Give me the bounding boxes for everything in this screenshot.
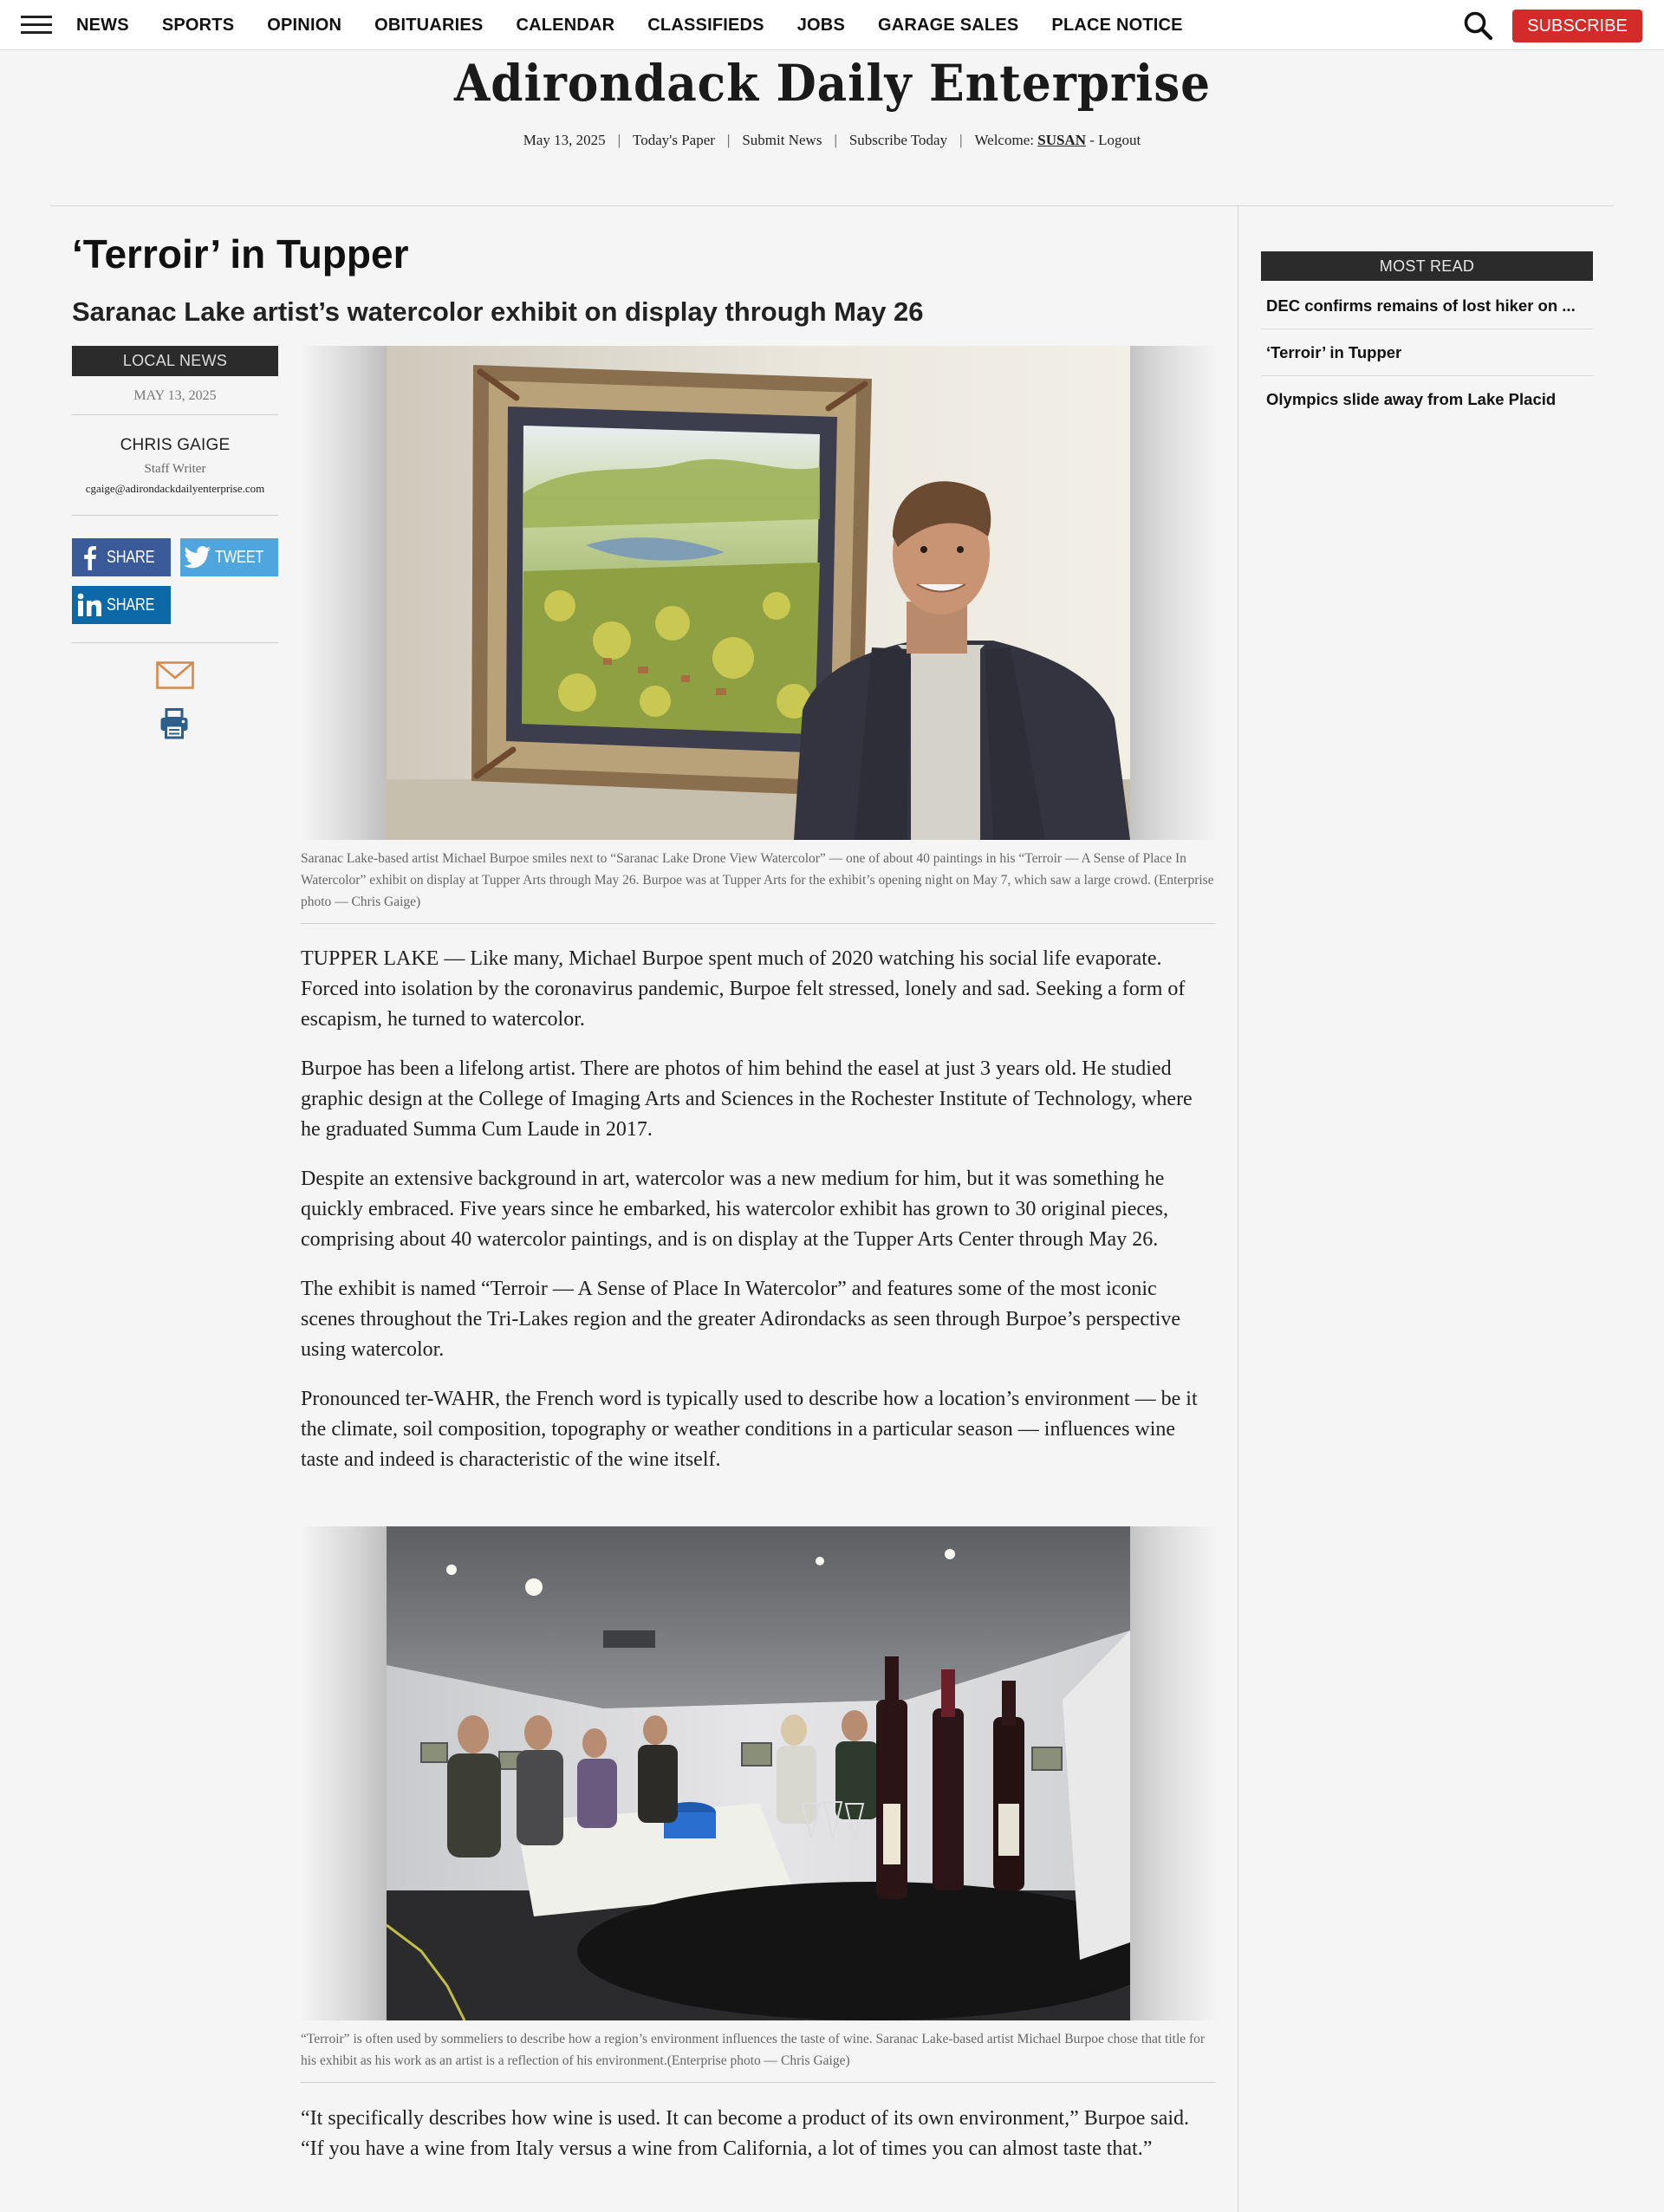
most-read-list <box>1261 283 1593 423</box>
linkedin-icon <box>72 586 107 624</box>
article-paragraph: The exhibit is named “Terroir — A Sense of Place In Watercolor” and features some of the most iconic scenes throughout the Tri-Lakes region and the greater Adirondacks as seen through Burpoe’s perspective using watercolor. <box>301 1278 1181 1361</box>
linkedin-share-button[interactable]: SHARE <box>72 586 171 624</box>
nav-link-garage-sales[interactable]: GARAGE SALES <box>877 15 1019 35</box>
article-paragraph: “It specifically describes how wine is used. It can become a product of its own environment,” Burpoe said. “If you have a wine from Italy versus a wine from California, a lot of times you can almost taste that.” <box>301 2107 1190 2160</box>
article-subheadline: Saranac Lake artist’s watercolor exhibit on display through May 26 <box>72 296 924 327</box>
article-paragraph: Burpoe has been a lifelong artist. There are photos of him behind the easel at just 3 years old. He studied graphic design at the College of Imaging Arts and Sciences in the Rochester Institute of Technology, where he graduated Summa Cum Laude in 2017. <box>301 1057 1193 1141</box>
photo-caption-1: Saranac Lake-based artist Michael Burpoe smiles next to “Saranac Lake Drone View Watercolor” — one of about 40 paintings in his “Terroir — A Sense of Place In Watercolor” exhibit on display at Tupper Arts through May 26. Burpoe was at Tupper Arts for the exhibit’s opening night on May 7, which saw a large crowd. (Enterprise photo — Chris Gaige) <box>301 848 1216 924</box>
todays-paper-link[interactable]: Today's Paper <box>633 132 715 148</box>
search-icon[interactable] <box>1463 10 1494 42</box>
article-paragraph: Despite an extensive background in art, watercolor was a new medium for him, but it was something he quickly embraced. Five years since he embarked, his watercolor exhibit has grown to 30 original pieces, comprising about 40 watercolor paintings, and is on display at the Tupper Arts Center through May 26. <box>301 1168 1169 1251</box>
site-logo[interactable]: Adirondack Daily Enterprise <box>453 54 1211 113</box>
hamburger-menu-icon[interactable] <box>21 16 52 35</box>
most-read-heading: MOST READ <box>1261 251 1593 281</box>
username-link[interactable]: SUSAN <box>1037 132 1086 148</box>
facebook-icon <box>72 538 107 576</box>
nav-link-sports[interactable]: SPORTS <box>161 15 235 35</box>
author-email[interactable]: cgaige@adirondackdailyenterprise.com <box>85 482 265 495</box>
nav-link-obituaries[interactable]: OBITUARIES <box>374 15 484 35</box>
photo-caption-2: “Terroir” is often used by sommeliers to describe how a region’s environment influences the taste of wine. Saranac Lake-based artist Michael Burpoe chose that title for his exhibit as his work as an artist is a reflection of his environment.(Enterprise photo — Chris Gaige) <box>301 2028 1216 2083</box>
article-paragraph: TUPPER LAKE — Like many, Michael Burpoe spent much of 2020 watching his social life evaporate. Forced into isolation by the coronavirus pandemic, Burpoe felt stressed, lonely and sad. Seeking a form of escapism, he turned to watercolor. <box>301 947 1186 1031</box>
nav-link-jobs[interactable]: JOBS <box>796 15 845 35</box>
article-photo-artist-with-painting[interactable] <box>301 346 1216 840</box>
author-block <box>72 415 278 516</box>
nav-link-classifieds[interactable]: CLASSIFIEDS <box>647 15 764 35</box>
article-photo-gallery-reception[interactable] <box>301 1526 1216 2020</box>
nav-link-place-notice[interactable]: PLACE NOTICE <box>1051 15 1183 35</box>
author-name[interactable]: CHRIS GAIGE <box>120 436 231 454</box>
most-read-item[interactable]: DEC confirms remains of lost hiker on ... <box>1261 283 1593 329</box>
header-divider <box>50 205 1614 206</box>
share-buttons <box>72 516 278 643</box>
most-read-item[interactable]: ‘Terroir’ in Tupper <box>1261 329 1593 376</box>
submit-news-link[interactable]: Submit News <box>742 132 822 148</box>
top-navigation-bar <box>0 0 1664 50</box>
logout-link[interactable]: - Logout <box>1089 132 1141 148</box>
primary-nav <box>76 0 1216 50</box>
article-date: MAY 13, 2025 <box>72 376 278 415</box>
article-headline: ‘Terroir’ in Tupper <box>72 231 409 276</box>
author-role: Staff Writer <box>144 462 206 476</box>
print-icon[interactable] <box>159 708 189 739</box>
nav-link-opinion[interactable]: OPINION <box>267 15 342 35</box>
article-body <box>301 944 1216 1494</box>
most-read-item[interactable]: Olympics slide away from Lake Placid <box>1266 390 1557 408</box>
nav-link-news[interactable]: NEWS <box>76 15 129 35</box>
masthead-utility-bar: May 13, 2025 | Today's Paper | Submit News | Subscribe Today | Welcome: SUSAN - Logout <box>523 132 1141 148</box>
article-meta-column <box>72 346 278 643</box>
masthead-date: May 13, 2025 <box>523 132 606 148</box>
subscribe-button[interactable]: SUBSCRIBE <box>1512 10 1642 42</box>
subscribe-today-link[interactable]: Subscribe Today <box>848 132 948 148</box>
facebook-share-button[interactable]: SHARE <box>72 538 171 576</box>
nav-link-calendar[interactable]: CALENDAR <box>516 15 615 35</box>
article-paragraph: Pronounced ter-WAHR, the French word is typically used to describe how a location’s environment — be it the climate, soil composition, topography or weather conditions in a particular season — influences wine taste and indeed is characteristic of the wine itself. <box>301 1388 1198 1471</box>
twitter-bird-icon <box>180 538 215 576</box>
twitter-share-button[interactable]: TWEET <box>180 538 278 576</box>
email-icon[interactable] <box>156 661 194 689</box>
article-body-continued <box>301 2104 1216 2183</box>
welcome-label: Welcome: <box>974 132 1034 148</box>
category-badge[interactable]: LOCAL NEWS <box>72 346 278 376</box>
